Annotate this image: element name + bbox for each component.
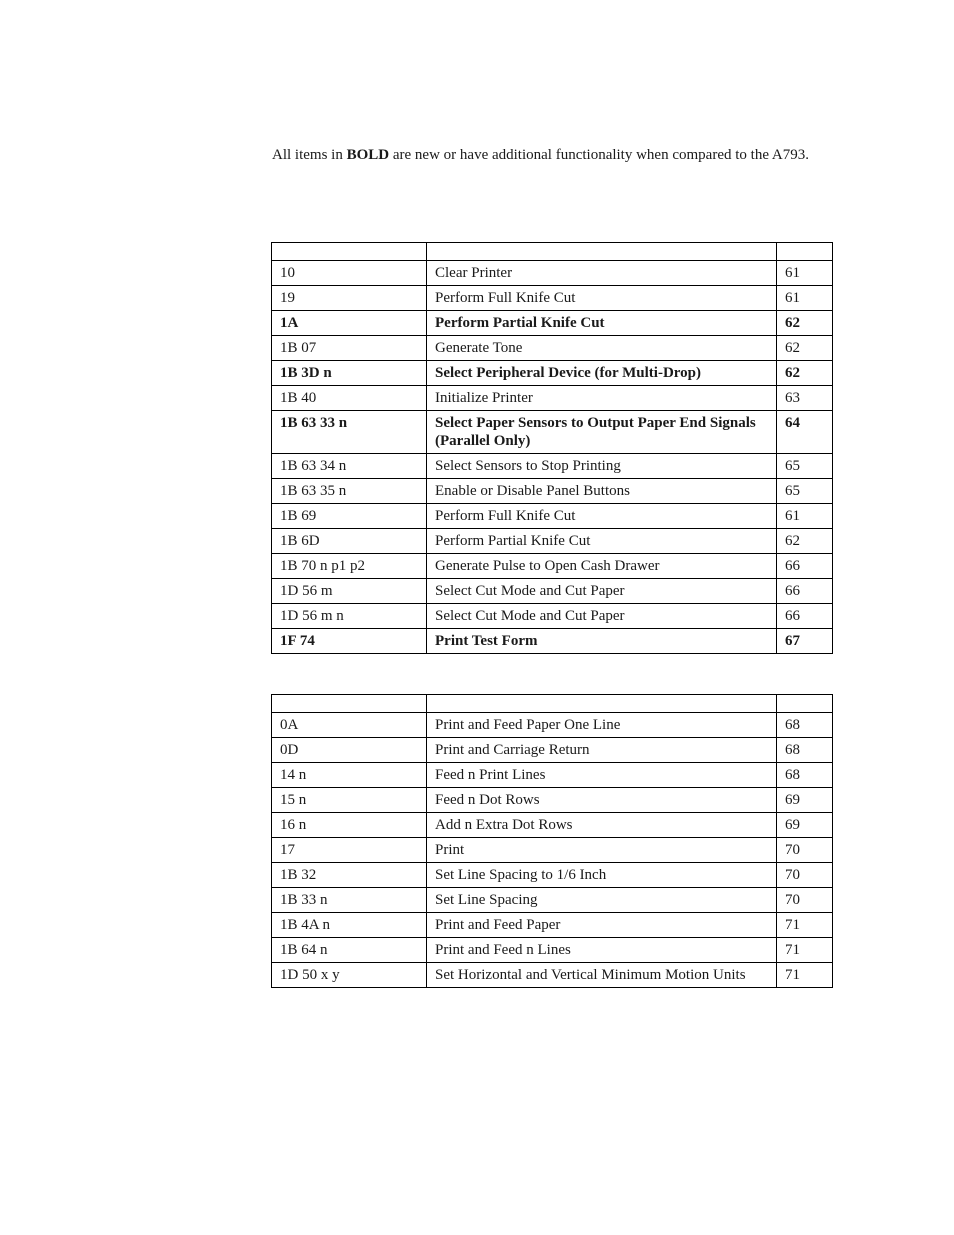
table-row (272, 504, 833, 529)
command-table-2-body (272, 695, 833, 988)
cell-code: 1B 63 35 n (272, 479, 427, 504)
cell-code: 16 n (272, 813, 427, 838)
cell-description: Perform Full Knife Cut (427, 286, 777, 311)
cell-page: 68 (777, 738, 833, 763)
cell-code: 1B 70 n p1 p2 (272, 554, 427, 579)
table-row (272, 336, 833, 361)
cell-code: 1B 64 n (272, 938, 427, 963)
cell-page: 64 (777, 411, 833, 454)
cell-code: 1B 07 (272, 336, 427, 361)
cell-page: 71 (777, 938, 833, 963)
table-header-row (272, 243, 833, 261)
cell-page: 68 (777, 763, 833, 788)
cell-description: Print (427, 838, 777, 863)
table-row (272, 386, 833, 411)
cell-page: 71 (777, 963, 833, 988)
cell-description: Generate Pulse to Open Cash Drawer (427, 554, 777, 579)
cell-code: 15 n (272, 788, 427, 813)
cell-description: Add n Extra Dot Rows (427, 813, 777, 838)
cell-page: 62 (777, 311, 833, 336)
table-row (272, 813, 833, 838)
table-row (272, 713, 833, 738)
cell-description: Perform Partial Knife Cut (427, 311, 777, 336)
cell-page: 61 (777, 261, 833, 286)
cell-description: Print and Feed n Lines (427, 938, 777, 963)
cell-code: 1D 56 m n (272, 604, 427, 629)
header-cell-code (272, 243, 427, 261)
cell-page: 62 (777, 336, 833, 361)
cell-code: 1B 32 (272, 863, 427, 888)
cell-code: 1D 56 m (272, 579, 427, 604)
cell-description: Perform Partial Knife Cut (427, 529, 777, 554)
cell-description: Select Peripheral Device (for Multi-Drop) (427, 361, 777, 386)
cell-description: Clear Printer (427, 261, 777, 286)
cell-description: Generate Tone (427, 336, 777, 361)
cell-page: 67 (777, 629, 833, 654)
table-row (272, 913, 833, 938)
table-row (272, 454, 833, 479)
cell-code: 1B 40 (272, 386, 427, 411)
cell-code: 1B 6D (272, 529, 427, 554)
header-cell-code (272, 695, 427, 713)
cell-description: Print Test Form (427, 629, 777, 654)
cell-code: 1B 3D n (272, 361, 427, 386)
table-row (272, 286, 833, 311)
cell-page: 66 (777, 554, 833, 579)
cell-code: 1B 4A n (272, 913, 427, 938)
cell-page: 65 (777, 479, 833, 504)
intro-text-before: All items in (272, 147, 347, 163)
table-row (272, 554, 833, 579)
cell-description: Select Cut Mode and Cut Paper (427, 604, 777, 629)
cell-description: Feed n Dot Rows (427, 788, 777, 813)
cell-code: 1B 33 n (272, 888, 427, 913)
table-row (272, 311, 833, 336)
table-header-row (272, 695, 833, 713)
table-row (272, 788, 833, 813)
cell-page: 69 (777, 813, 833, 838)
cell-description: Print and Feed Paper (427, 913, 777, 938)
cell-code: 0D (272, 738, 427, 763)
cell-description: Set Horizontal and Vertical Minimum Motion Units (427, 963, 777, 988)
cell-page: 70 (777, 838, 833, 863)
cell-code: 1B 63 33 n (272, 411, 427, 454)
intro-text-after: are new or have additional functionality when compared to the A793. (389, 147, 809, 163)
cell-description: Enable or Disable Panel Buttons (427, 479, 777, 504)
cell-page: 70 (777, 888, 833, 913)
intro-bold-word: BOLD (346, 147, 390, 163)
cell-page: 62 (777, 361, 833, 386)
cell-description: Select Sensors to Stop Printing (427, 454, 777, 479)
command-table-1-body (272, 243, 833, 654)
cell-code: 1D 50 x y (272, 963, 427, 988)
cell-page: 63 (777, 386, 833, 411)
cell-page: 61 (777, 286, 833, 311)
cell-description: Feed n Print Lines (427, 763, 777, 788)
table-row (272, 963, 833, 988)
table-row (272, 629, 833, 654)
cell-description: Select Cut Mode and Cut Paper (427, 579, 777, 604)
cell-description: Print and Feed Paper One Line (427, 713, 777, 738)
table-row (272, 938, 833, 963)
cell-page: 65 (777, 454, 833, 479)
cell-description: Print and Carriage Return (427, 738, 777, 763)
table-row (272, 479, 833, 504)
command-table-2 (271, 694, 833, 988)
table-row (272, 411, 833, 454)
table-row (272, 579, 833, 604)
header-cell-description (427, 243, 777, 261)
cell-description: Initialize Printer (427, 386, 777, 411)
table-row (272, 888, 833, 913)
table-row (272, 604, 833, 629)
cell-code: 1B 69 (272, 504, 427, 529)
cell-page: 66 (777, 604, 833, 629)
table-row (272, 529, 833, 554)
cell-description: Set Line Spacing to 1/6 Inch (427, 863, 777, 888)
cell-code: 10 (272, 261, 427, 286)
cell-page: 61 (777, 504, 833, 529)
cell-page: 66 (777, 579, 833, 604)
header-cell-page (777, 243, 833, 261)
table-row (272, 763, 833, 788)
cell-code: 1B 63 34 n (272, 454, 427, 479)
cell-description: Select Paper Sensors to Output Paper End Signals (Parallel Only) (427, 411, 777, 454)
header-cell-description (427, 695, 777, 713)
table-row (272, 863, 833, 888)
table-row (272, 838, 833, 863)
table-row (272, 361, 833, 386)
cell-description: Perform Full Knife Cut (427, 504, 777, 529)
header-cell-page (777, 695, 833, 713)
cell-code: 14 n (272, 763, 427, 788)
cell-code: 17 (272, 838, 427, 863)
cell-code: 1F 74 (272, 629, 427, 654)
cell-code: 1A (272, 311, 427, 336)
cell-page: 62 (777, 529, 833, 554)
cell-code: 0A (272, 713, 427, 738)
cell-description: Set Line Spacing (427, 888, 777, 913)
cell-page: 70 (777, 863, 833, 888)
table-row (272, 738, 833, 763)
cell-page: 71 (777, 913, 833, 938)
intro-paragraph (272, 146, 847, 165)
command-table-1 (271, 242, 833, 654)
cell-code: 19 (272, 286, 427, 311)
cell-page: 68 (777, 713, 833, 738)
cell-page: 69 (777, 788, 833, 813)
table-row (272, 261, 833, 286)
